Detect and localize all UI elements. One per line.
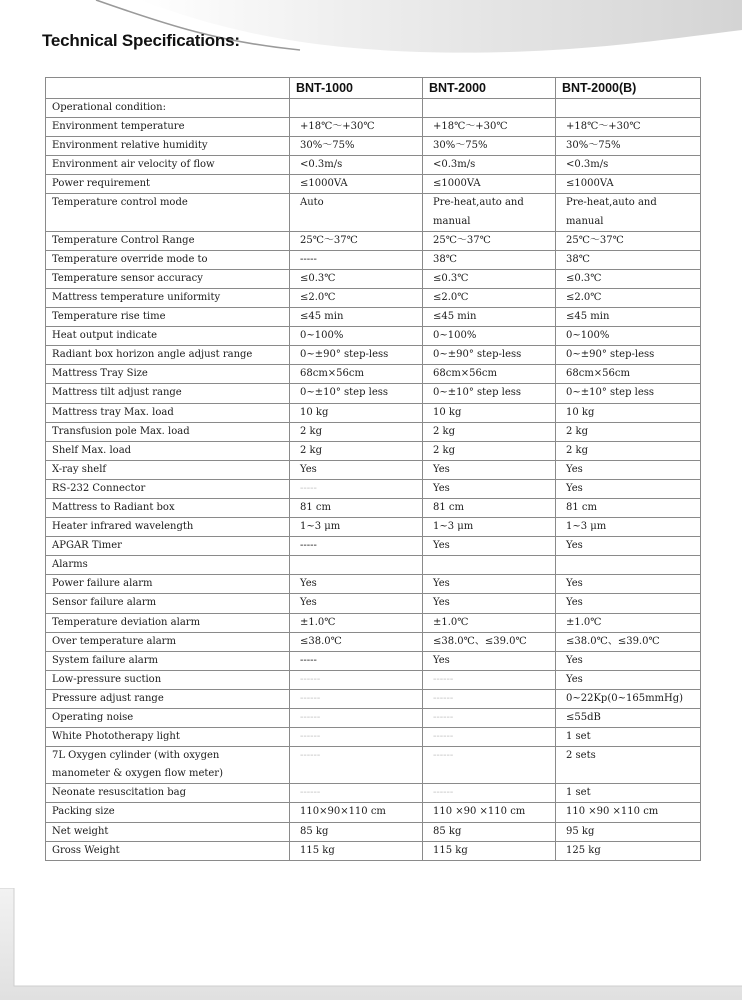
spec-label: Radiant box horizon angle adjust range	[46, 346, 290, 365]
spec-label: Alarms	[46, 556, 290, 575]
spec-label: White Phototherapy light	[46, 728, 290, 747]
spec-label: RS-232 Connector	[46, 479, 290, 498]
bnt-2000b-value: 1~3 μm	[556, 518, 701, 537]
table-row	[46, 288, 701, 307]
bnt-1000-value: ≤2.0℃	[290, 288, 423, 307]
spec-label: APGAR Timer	[46, 537, 290, 556]
spec-label: Temperature Control Range	[46, 231, 290, 250]
bnt-2000b-value: ≤0.3℃	[556, 269, 701, 288]
bnt-2000b-value: ≤2.0℃	[556, 288, 701, 307]
spec-label: Mattress to Radiant box	[46, 498, 290, 517]
table-row	[46, 594, 701, 613]
spec-label: Packing size	[46, 803, 290, 822]
spec-label: Sensor failure alarm	[46, 594, 290, 613]
table-row	[46, 518, 701, 537]
bnt-2000b-value: +18℃～+30℃	[556, 118, 701, 137]
bnt-2000b-value: 25℃～37℃	[556, 231, 701, 250]
bnt-2000b-value: 0~100%	[556, 327, 701, 346]
bnt-2000b-value: ±1.0℃	[556, 613, 701, 632]
bnt-2000-value: ------	[423, 784, 556, 803]
bnt-1000-value: ------	[290, 670, 423, 689]
bnt-2000-value: ------	[423, 747, 556, 784]
bnt-2000-value: 110 ×90 ×110 cm	[423, 803, 556, 822]
bnt-2000-value: 38℃	[423, 250, 556, 269]
bnt-1000-value: -----	[290, 537, 423, 556]
table-row	[46, 651, 701, 670]
spec-label: Environment air velocity of flow	[46, 156, 290, 175]
bnt-1000-value: ≤45 min	[290, 308, 423, 327]
table-row	[46, 137, 701, 156]
table-row	[46, 118, 701, 137]
table-row	[46, 403, 701, 422]
bnt-1000-value: ------	[290, 689, 423, 708]
table-row	[46, 498, 701, 517]
spec-label: Power requirement	[46, 175, 290, 194]
bnt-2000-value: Pre-heat,auto and manual	[423, 194, 556, 231]
bnt-2000-value: ≤45 min	[423, 308, 556, 327]
spec-label: Heat output indicate	[46, 327, 290, 346]
bnt-1000-value: ≤1000VA	[290, 175, 423, 194]
bnt-1000-value: 110×90×110 cm	[290, 803, 423, 822]
bnt-2000b-value: 2 kg	[556, 441, 701, 460]
bnt-2000b-value: Yes	[556, 460, 701, 479]
table-row	[46, 175, 701, 194]
table-row	[46, 194, 701, 231]
table-row	[46, 231, 701, 250]
bnt-1000-value: 2 kg	[290, 441, 423, 460]
spec-label: Temperature deviation alarm	[46, 613, 290, 632]
bnt-1000-value: -----	[290, 651, 423, 670]
bnt-2000-value: ------	[423, 689, 556, 708]
table-row	[46, 709, 701, 728]
spec-label: Gross Weight	[46, 841, 290, 860]
bnt-2000b-value: 1 set	[556, 784, 701, 803]
table-body	[46, 99, 701, 861]
spec-label: Temperature control mode	[46, 194, 290, 231]
bnt-1000-value: 10 kg	[290, 403, 423, 422]
bnt-2000b-value: 110 ×90 ×110 cm	[556, 803, 701, 822]
table-row	[46, 747, 701, 784]
bnt-1000-value: ±1.0℃	[290, 613, 423, 632]
header-spec-column	[46, 78, 290, 99]
bnt-2000b-value: ≤1000VA	[556, 175, 701, 194]
bnt-2000-value	[423, 99, 556, 118]
table-row	[46, 479, 701, 498]
bnt-2000b-value: 68cm×56cm	[556, 365, 701, 384]
bnt-2000-value: <0.3m/s	[423, 156, 556, 175]
bnt-2000-value: ≤38.0℃、≤39.0℃	[423, 632, 556, 651]
table-row	[46, 460, 701, 479]
header-model-bnt-2000: BNT-2000	[423, 78, 556, 99]
bnt-1000-value: ------	[290, 747, 423, 784]
bnt-2000b-value: 1 set	[556, 728, 701, 747]
spec-label: Temperature sensor accuracy	[46, 269, 290, 288]
bnt-2000b-value: 30%～75%	[556, 137, 701, 156]
bnt-2000-value: ------	[423, 728, 556, 747]
bnt-2000b-value: 0~22Kp(0~165mmHg)	[556, 689, 701, 708]
table-row	[46, 632, 701, 651]
table-row	[46, 841, 701, 860]
bnt-1000-value: Yes	[290, 575, 423, 594]
spec-label: Neonate resuscitation bag	[46, 784, 290, 803]
spec-label: Mattress temperature uniformity	[46, 288, 290, 307]
bnt-1000-value: 30%～75%	[290, 137, 423, 156]
bnt-2000b-value: Yes	[556, 670, 701, 689]
bnt-1000-value: 0~100%	[290, 327, 423, 346]
bnt-2000b-value: 0~±90° step-less	[556, 346, 701, 365]
bnt-2000b-value: ≤45 min	[556, 308, 701, 327]
table-row	[46, 346, 701, 365]
bnt-1000-value: 81 cm	[290, 498, 423, 517]
bnt-2000b-value: <0.3m/s	[556, 156, 701, 175]
bnt-2000-value: Yes	[423, 460, 556, 479]
bnt-2000b-value	[556, 99, 701, 118]
bnt-2000b-value: 10 kg	[556, 403, 701, 422]
bnt-2000-value: Yes	[423, 479, 556, 498]
specifications-table-container	[45, 77, 700, 861]
bnt-1000-value	[290, 99, 423, 118]
table-row	[46, 803, 701, 822]
bnt-1000-value: -----	[290, 479, 423, 498]
header-model-bnt-1000: BNT-1000	[290, 78, 423, 99]
spec-label: Operating noise	[46, 709, 290, 728]
bnt-1000-value: Auto	[290, 194, 423, 231]
bnt-1000-value: +18℃～+30℃	[290, 118, 423, 137]
bnt-1000-value: Yes	[290, 594, 423, 613]
bnt-2000-value: Yes	[423, 537, 556, 556]
bnt-2000b-value: 95 kg	[556, 822, 701, 841]
bnt-1000-value: <0.3m/s	[290, 156, 423, 175]
bnt-2000-value: 68cm×56cm	[423, 365, 556, 384]
bnt-2000-value: Yes	[423, 651, 556, 670]
bnt-2000-value: 2 kg	[423, 441, 556, 460]
spec-label: Mattress tray Max. load	[46, 403, 290, 422]
bnt-1000-value: 0~±10° step less	[290, 384, 423, 403]
table-row	[46, 556, 701, 575]
bnt-2000b-value: ≤38.0℃、≤39.0℃	[556, 632, 701, 651]
bnt-2000-value: 0~100%	[423, 327, 556, 346]
bnt-2000b-value: Yes	[556, 479, 701, 498]
table-row	[46, 728, 701, 747]
bnt-2000b-value: Yes	[556, 537, 701, 556]
spec-label: Transfusion pole Max. load	[46, 422, 290, 441]
bnt-2000b-value: Yes	[556, 575, 701, 594]
bnt-2000-value: 2 kg	[423, 422, 556, 441]
bnt-2000-value: 1~3 μm	[423, 518, 556, 537]
spec-label: Operational condition:	[46, 99, 290, 118]
spec-label: Mattress tilt adjust range	[46, 384, 290, 403]
bnt-2000b-value: 81 cm	[556, 498, 701, 517]
spec-label: Environment relative humidity	[46, 137, 290, 156]
bnt-1000-value: ≤0.3℃	[290, 269, 423, 288]
bnt-2000-value: 30%～75%	[423, 137, 556, 156]
bnt-2000-value: 81 cm	[423, 498, 556, 517]
table-row	[46, 156, 701, 175]
spec-label: Mattress Tray Size	[46, 365, 290, 384]
bnt-2000b-value: ≤55dB	[556, 709, 701, 728]
bnt-1000-value: Yes	[290, 460, 423, 479]
bnt-1000-value: 68cm×56cm	[290, 365, 423, 384]
table-row	[46, 822, 701, 841]
bnt-2000b-value: Pre-heat,auto and manual	[556, 194, 701, 231]
bnt-2000-value	[423, 556, 556, 575]
table-row	[46, 613, 701, 632]
spec-label: Environment temperature	[46, 118, 290, 137]
bnt-1000-value: ------	[290, 709, 423, 728]
bnt-1000-value: 2 kg	[290, 422, 423, 441]
table-row	[46, 670, 701, 689]
table-row	[46, 422, 701, 441]
bnt-1000-value: 0~±90° step-less	[290, 346, 423, 365]
table-header-row	[46, 78, 701, 99]
bnt-2000-value: 25℃～37℃	[423, 231, 556, 250]
table-row	[46, 269, 701, 288]
table-row	[46, 250, 701, 269]
table-row	[46, 99, 701, 118]
bnt-2000-value: ≤2.0℃	[423, 288, 556, 307]
bnt-2000-value: ------	[423, 709, 556, 728]
bnt-2000-value: Yes	[423, 575, 556, 594]
bnt-1000-value: 115 kg	[290, 841, 423, 860]
bnt-2000-value: ±1.0℃	[423, 613, 556, 632]
bnt-1000-value: 1~3 μm	[290, 518, 423, 537]
bnt-2000-value: Yes	[423, 594, 556, 613]
spec-label: Heater infrared wavelength	[46, 518, 290, 537]
bnt-2000b-value: 2 sets	[556, 747, 701, 784]
spec-label: 7L Oxygen cylinder (with oxygen manometer & oxygen flow meter)	[46, 747, 290, 784]
footer-banner-decoration	[0, 888, 742, 1000]
bnt-2000-value: 115 kg	[423, 841, 556, 860]
bnt-2000-value: 10 kg	[423, 403, 556, 422]
bnt-2000b-value: Yes	[556, 651, 701, 670]
table-row	[46, 384, 701, 403]
table-row	[46, 441, 701, 460]
spec-label: X-ray shelf	[46, 460, 290, 479]
table-row	[46, 784, 701, 803]
table-row	[46, 575, 701, 594]
bnt-1000-value: ------	[290, 728, 423, 747]
table-row	[46, 537, 701, 556]
bnt-2000b-value	[556, 556, 701, 575]
spec-label: Low-pressure suction	[46, 670, 290, 689]
bnt-2000-value: 85 kg	[423, 822, 556, 841]
bnt-2000-value: ------	[423, 670, 556, 689]
spec-label: Over temperature alarm	[46, 632, 290, 651]
page-title: Technical Specifications:	[42, 31, 240, 50]
bnt-2000-value: 0~±90° step-less	[423, 346, 556, 365]
bnt-2000b-value: 2 kg	[556, 422, 701, 441]
bnt-1000-value: 85 kg	[290, 822, 423, 841]
spec-label: Power failure alarm	[46, 575, 290, 594]
bnt-2000-value: ≤1000VA	[423, 175, 556, 194]
spec-label: Temperature override mode to	[46, 250, 290, 269]
bnt-2000b-value: Yes	[556, 594, 701, 613]
table-row	[46, 308, 701, 327]
spec-label: Net weight	[46, 822, 290, 841]
bnt-2000-value: +18℃～+30℃	[423, 118, 556, 137]
bnt-1000-value: -----	[290, 250, 423, 269]
bnt-2000b-value: 0~±10° step less	[556, 384, 701, 403]
bnt-1000-value: ------	[290, 784, 423, 803]
spec-label: Temperature rise time	[46, 308, 290, 327]
bnt-2000b-value: 125 kg	[556, 841, 701, 860]
bnt-1000-value: ≤38.0℃	[290, 632, 423, 651]
spec-label: Pressure adjust range	[46, 689, 290, 708]
bnt-1000-value	[290, 556, 423, 575]
bnt-2000-value: ≤0.3℃	[423, 269, 556, 288]
bnt-2000b-value: 38℃	[556, 250, 701, 269]
header-model-bnt-2000b: BNT-2000(B)	[556, 78, 701, 99]
table-row	[46, 365, 701, 384]
bnt-2000-value: 0~±10° step less	[423, 384, 556, 403]
spec-label: Shelf Max. load	[46, 441, 290, 460]
bnt-1000-value: 25℃～37℃	[290, 231, 423, 250]
spec-label: System failure alarm	[46, 651, 290, 670]
table-row	[46, 327, 701, 346]
specifications-table	[45, 77, 701, 861]
table-row	[46, 689, 701, 708]
